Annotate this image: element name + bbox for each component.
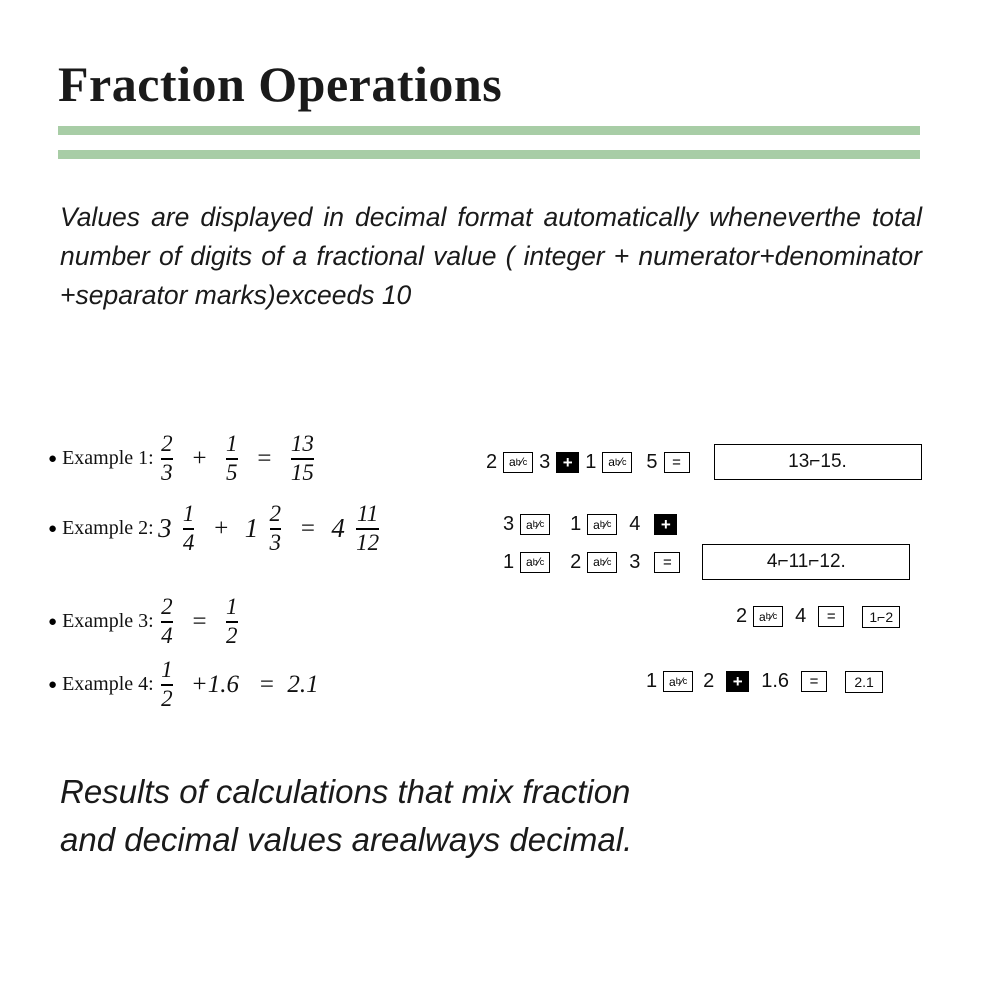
whole-number: 1 <box>244 513 259 544</box>
result-display-4: 2.1 <box>845 671 883 693</box>
denominator: 3 <box>161 460 173 486</box>
abc-key-icon[interactable]: a b ⁄ c <box>520 514 550 535</box>
key-digit: 3 <box>629 550 641 573</box>
abc-key-icon[interactable]: a b ⁄ c <box>587 514 617 535</box>
key-digit: 2 <box>570 550 582 573</box>
denominator: 4 <box>182 530 195 556</box>
result-display-3: 1⌐2 <box>862 606 900 628</box>
title-rule-top <box>58 126 920 135</box>
numerator: 1 <box>226 594 238 619</box>
key-digit: 2 <box>703 670 715 692</box>
abc-key-icon[interactable]: a b ⁄ c <box>503 452 533 473</box>
fraction-2-3 <box>158 432 176 485</box>
equals-key-icon[interactable]: = <box>801 671 827 692</box>
example-label-1: Example 1: <box>62 447 154 470</box>
abc-key-icon[interactable]: a b ⁄ c <box>602 452 632 473</box>
bullet-icon: ● <box>48 676 58 694</box>
keystrokes-example-2 <box>503 513 910 580</box>
example-row-2 <box>48 502 488 555</box>
example-label-3: Example 3: <box>62 610 154 633</box>
key-digit: 3 <box>539 450 551 473</box>
example-row-1 <box>48 432 488 485</box>
abc-key-icon[interactable]: a b ⁄ c <box>753 606 783 627</box>
example-expression-1 <box>158 432 317 485</box>
example-expression-3 <box>158 595 240 648</box>
keystroke-line-2 <box>503 544 910 580</box>
abc-key-icon[interactable]: a b ⁄ c <box>587 552 617 573</box>
denominator: 2 <box>226 623 238 649</box>
example-row-3 <box>48 595 488 648</box>
numerator: 1 <box>161 657 173 682</box>
denominator: 3 <box>269 530 282 556</box>
title-rule-bottom <box>58 150 920 159</box>
key-decimal: 1.6 <box>761 670 790 692</box>
key-digit: 2 <box>736 605 748 627</box>
intro-paragraph: Values are displayed in decimal format automatically wheneverthe total number of digits of a fractional value ( integer + numerator+denominator +separator marks)exceeds 10 <box>60 202 922 310</box>
numerator: 11 <box>357 501 379 526</box>
numerator: 2 <box>161 594 173 619</box>
footer-line-1: Results of calculations that mix fraction <box>60 773 631 810</box>
equals-key-icon[interactable]: = <box>654 552 680 573</box>
key-digit: 1 <box>585 450 597 473</box>
example-expression-4 <box>158 658 321 711</box>
fraction-11-12 <box>353 502 382 555</box>
abc-key-icon[interactable]: a b ⁄ c <box>663 671 693 692</box>
operator-plus: + <box>190 444 208 472</box>
key-digit: 5 <box>646 450 658 473</box>
operator-equals: = <box>255 444 273 472</box>
fraction-13-15 <box>288 432 317 485</box>
operator-equals: = <box>299 514 317 542</box>
operator-plus: + <box>212 514 230 542</box>
operator-equals: = <box>190 607 208 635</box>
abc-key-icon[interactable]: a b ⁄ c <box>520 552 550 573</box>
numerator: 13 <box>290 431 314 456</box>
fraction-1-2 <box>223 595 241 648</box>
example-row-4 <box>48 658 488 711</box>
example-label-2: Example 2: <box>62 517 154 540</box>
key-digit: 1 <box>503 550 515 573</box>
bullet-icon: ● <box>48 520 58 538</box>
keystrokes-example-3 <box>736 605 900 628</box>
plus-key-icon[interactable]: + <box>556 452 579 473</box>
denominator: 2 <box>161 686 173 712</box>
key-digit: 1 <box>570 513 582 535</box>
key-digit: 2 <box>486 450 498 473</box>
whole-number: 3 <box>158 513 172 544</box>
denominator: 15 <box>290 460 314 486</box>
numerator: 1 <box>182 501 195 526</box>
denominator: 4 <box>161 623 173 649</box>
keystrokes-example-4 <box>646 670 883 693</box>
equals-key-icon[interactable]: = <box>664 452 690 473</box>
result-display-1: 13⌐15. <box>714 444 922 480</box>
plus-key-icon[interactable]: + <box>726 671 749 692</box>
plus-key-icon[interactable]: + <box>654 514 677 535</box>
fraction-2-4 <box>158 595 176 648</box>
numerator: 1 <box>226 431 238 456</box>
operator-equals: = <box>258 670 276 698</box>
bullet-icon: ● <box>48 450 58 468</box>
denominator: 12 <box>356 530 380 556</box>
page-title: Fraction Operations <box>58 56 503 112</box>
expression-result: 2.1 <box>287 670 319 698</box>
bullet-icon: ● <box>48 613 58 631</box>
example-label-4: Example 4: <box>62 673 154 696</box>
footer-note <box>60 768 972 864</box>
whole-number: 4 <box>331 513 345 544</box>
key-digit: 4 <box>629 513 641 535</box>
fraction-1-4 <box>180 502 198 555</box>
equals-key-icon[interactable]: = <box>818 606 844 627</box>
numerator: 2 <box>269 501 282 526</box>
numerator: 2 <box>161 431 173 456</box>
fraction-1-5 <box>223 432 241 485</box>
fraction-2-3 <box>267 502 285 555</box>
key-digit: 4 <box>795 605 807 627</box>
result-display-2: 4⌐11⌐12. <box>702 544 910 580</box>
examples-container <box>48 420 958 720</box>
footer-line-2: and decimal values arealways decimal. <box>60 821 633 858</box>
example-expression-2 <box>158 502 382 555</box>
denominator: 5 <box>226 460 238 486</box>
keystroke-line-1 <box>503 513 910 536</box>
operator-plus-decimal: +1.6 <box>190 670 240 698</box>
fraction-1-2 <box>158 658 176 711</box>
key-digit: 1 <box>646 670 658 692</box>
keystrokes-example-1 <box>486 444 922 480</box>
key-digit: 3 <box>503 513 515 535</box>
